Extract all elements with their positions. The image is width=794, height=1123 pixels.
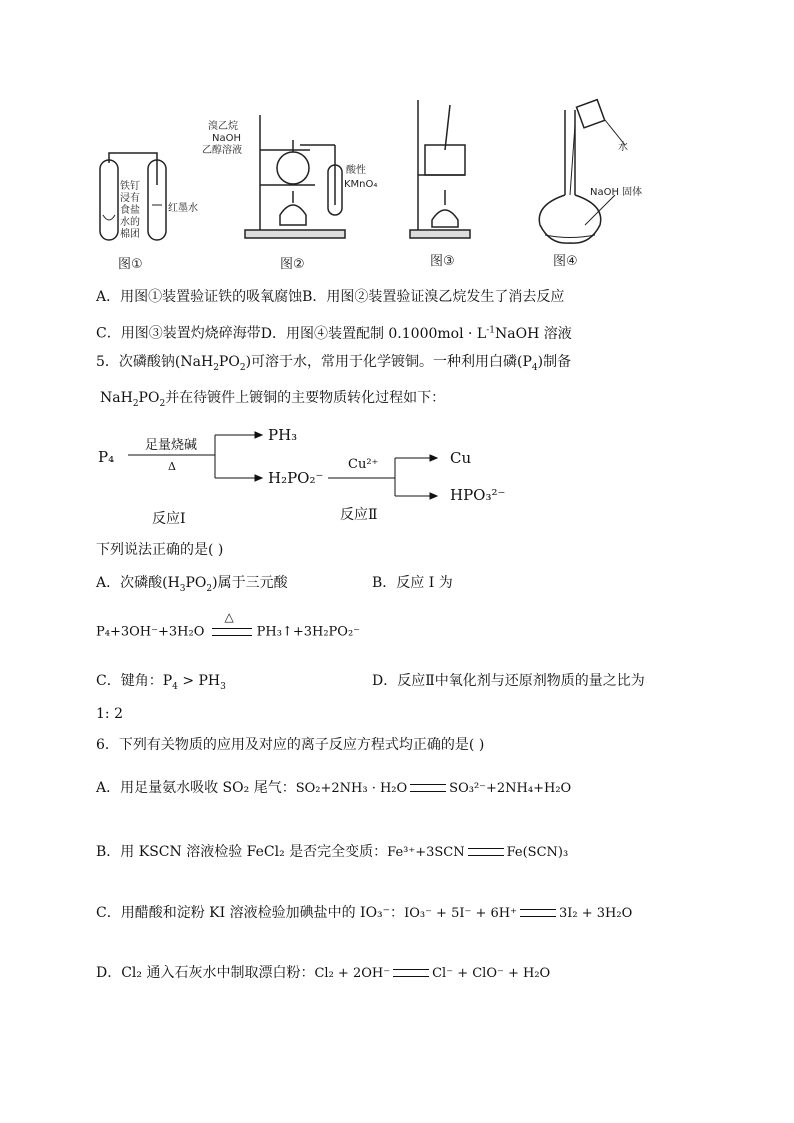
scheme-p4: P₄ [98,448,115,466]
scheme-ph3: PH₃ [268,426,298,444]
q5-option-a: A．次磷酸$(H_3PO_2)$属于三元酸 [96,575,288,594]
fig2-caption: 图② [280,257,305,272]
fig2-flask-label-1: 溴乙烷 [208,121,238,132]
q5-option-b: B．反应 I 为 [372,575,453,591]
fig2-tube-label-2: KMnO₄ [344,179,378,190]
q4-option-c: C．用图③装置灼烧碎海带 [96,325,261,342]
eq-b-arrow [209,610,253,642]
q5-stem-line2: $NaH_2PO_2$并在待镀件上镀铜的主要物质转化过程如下： [100,390,446,409]
fig4-apparatus [539,100,625,244]
scheme-cu2: Cu²⁺ [348,457,379,472]
reaction-scheme [90,420,510,530]
fig4-caption: 图④ [553,254,578,269]
q5-option-d: D．反应Ⅱ中氧化剂与还原剂物质的量之比为 [372,673,645,689]
q5-question: 下列说法正确的是( ) [96,542,224,558]
q4-option-b: B．用图②装置验证溴乙烷发生了消去反应 [302,289,565,305]
fig4-solid-label: NaOH 固体 [590,187,643,198]
scheme-cond-bottom: Δ [168,460,176,473]
fig3-apparatus [410,100,470,238]
q4-option-c-d [96,320,572,344]
apparatus-drawing [90,95,710,270]
scheme-hpo3: HPO₃²⁻ [450,486,506,504]
q5-option-c: C．键角：$P_4 > PH_3$ [96,673,226,692]
eq-b-left: P₄+3OH⁻+3H₂O [96,624,205,640]
fig3-caption: 图③ [430,254,455,269]
q4-option-a: A．用图①装置验证铁的吸氧腐蚀 [96,289,303,305]
fig1-caption: 图① [118,257,143,272]
q6-stem: 6．下列有关物质的应用及对应的离子反应方程式均正确的是( ) [96,737,485,753]
q5-option-d-cont: 1: 2 [96,706,123,722]
fig2-flask-label-2: NaOH [212,133,241,144]
q5-eq-b [96,610,361,643]
eq-b-right: PH₃↑+3H₂PO₂⁻ [256,624,361,640]
q4-option-d: D．用图④装置配制 $0.1000mol \cdot L^{-1}NaOH$ 溶液 [260,325,572,342]
fig4-water-label: 水 [618,142,628,153]
q6-option-a: A．用足量氨水吸收 SO₂ 尾气：SO₂+2NH₃ · H₂O SO₃²⁻+2NH₄+H₂O [96,780,572,796]
eq-b-delta: △ [224,610,234,624]
fig2-tube-label-1: 酸性 [346,165,366,176]
scheme-h2po2: H₂PO₂⁻ [268,469,324,487]
apparatus-figures [90,95,710,270]
fig2-apparatus [245,115,345,238]
scheme-cond-top: 足量烧碱 [145,438,198,453]
q5-stem-line1: 5．次磷酸钠$(NaH_2PO_2)$可溶于水，常用于化学镀铜。一种利用白磷$(P_4)$制备 [96,354,572,373]
q6-option-b: B．用 KSCN 溶液检验 FeCl₂ 是否完全变质：Fe³⁺+3SCN Fe(SCN)₃ [96,844,569,860]
q6-option-d: D．Cl₂ 通入石灰水中制取漂白粉：Cl₂ + 2OH⁻ Cl⁻ + ClO⁻ + H₂O [96,965,551,981]
scheme-cu: Cu [450,449,472,467]
fig2-flask-label-3: 乙醇溶液 [202,145,242,156]
scheme-reaction-1: 反应Ⅰ [152,511,186,527]
scheme-reaction-2: 反应Ⅱ [340,507,378,523]
q6-option-c: C．用醋酸和淀粉 KI 溶液检验加碘盐中的 IO₃⁻：IO₃⁻ + 5I⁻ + 6H⁺ 3I₂ + 3H₂O [96,905,633,921]
q4-option-a-b [96,287,564,307]
fig1-right-label: 红墨水 [168,203,198,214]
fig1-left-label: 铁钉 浸有 食盐 水的 棉团 [120,181,140,240]
